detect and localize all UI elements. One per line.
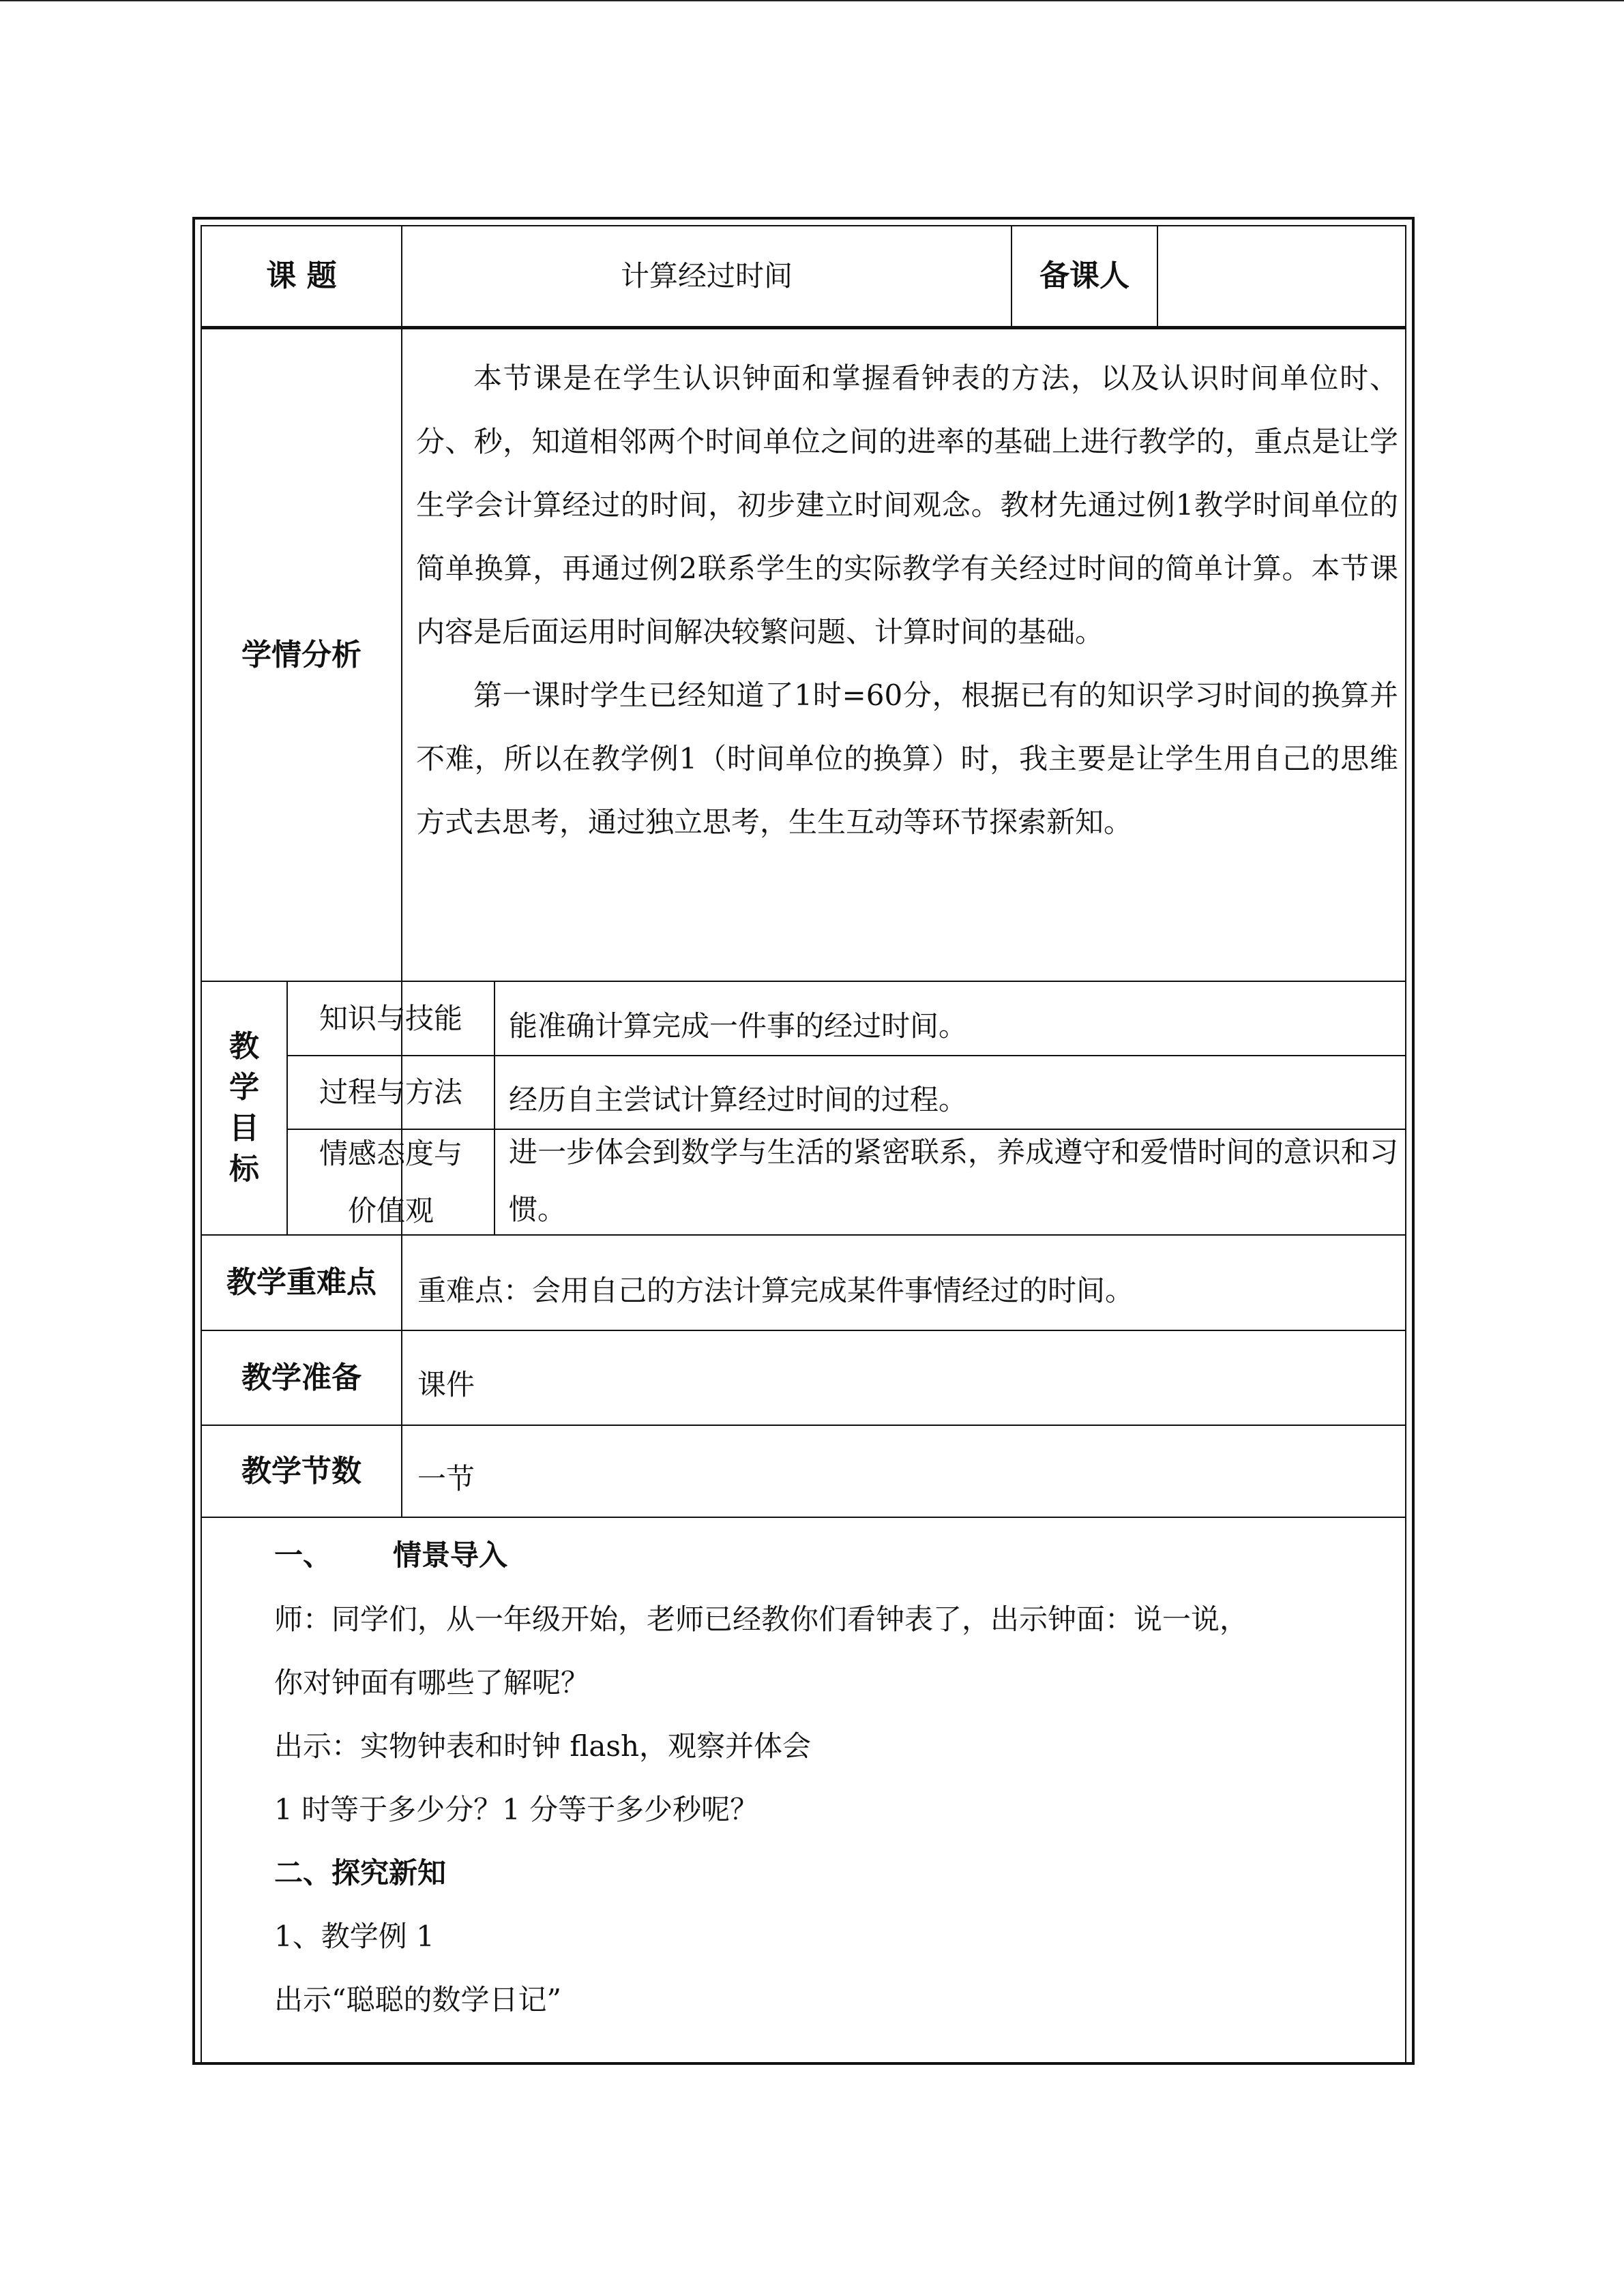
goal-content-knowledge: 能准确计算完成一件事的经过时间。 bbox=[509, 1009, 968, 1043]
goal-name-knowledge: 知识与技能 bbox=[319, 1001, 462, 1035]
section-1-heading bbox=[274, 1533, 507, 1574]
periods-label: 教学节数 bbox=[241, 1453, 361, 1489]
process-line: 师：同学们，从一年级开始，老师已经教你们看钟表了，出示钟面：说一说， bbox=[274, 1602, 1249, 1636]
analysis-paragraph-2: 第一课时学生已经知道了1时=60分，根据已有的知识学习时间的换算并不难，所以在教学例1（时间单位的换算）时，我主要是让学生用自己的思维方式去思考，通过独立思考，生生互动等环节探索新知。 bbox=[416, 679, 1398, 839]
preparation-label: 教学准备 bbox=[241, 1360, 361, 1395]
preparer-label: 备课人 bbox=[1039, 258, 1130, 293]
divider bbox=[202, 1517, 1405, 1518]
section-1-number: 一、 bbox=[274, 1538, 332, 1572]
topic-value: 计算经过时间 bbox=[620, 259, 793, 293]
key-points-label: 教学重难点 bbox=[226, 1265, 377, 1300]
process-line: 1 时等于多少分？1 分等于多少秒呢？ bbox=[274, 1793, 759, 1826]
section-1-title: 情景导入 bbox=[393, 1538, 508, 1572]
preparation-content: 课件 bbox=[417, 1368, 475, 1401]
goal-name-process: 过程与方法 bbox=[319, 1075, 462, 1109]
goal-content-attitude: 进一步体会到数学与生活的紧密联系，养成遵守和爱惜时间的意识和习惯。 bbox=[509, 1135, 1398, 1226]
goals-label: 教 学 目 标 bbox=[229, 1029, 259, 1187]
divider bbox=[401, 1236, 402, 1518]
analysis-label: 学情分析 bbox=[241, 637, 361, 672]
section-2-heading: 二、探究新知 bbox=[274, 1856, 447, 1890]
lesson-plan-table bbox=[192, 217, 1415, 2065]
process-line: 出示“聪聪的数学日记” bbox=[274, 1983, 561, 2016]
preparer-value bbox=[1158, 226, 1411, 326]
key-points-content: 重难点：会用自己的方法计算完成某件事情经过的时间。 bbox=[417, 1274, 1134, 1307]
divider bbox=[494, 982, 495, 1236]
analysis-paragraph-1: 本节课是在学生认识钟面和掌握看钟表的方法，以及认识时间单位时、分、秒，知道相邻两个时间单位之间的进率的基础上进行教学的，重点是让学生学会计算经过的时间，初步建立时间观念。教材先通过例1教学时间单位的简单换算，再通过例2联系学生的实际教学有关经过时间的简单计算。本节课内容是后面运用时间解决较繁问题、计算时间的基础。 bbox=[416, 361, 1398, 648]
analysis-text bbox=[416, 346, 1398, 854]
goal-content-process: 经历自主尝试计算经过时间的过程。 bbox=[509, 1083, 968, 1116]
top-border-line bbox=[0, 0, 1624, 1]
process-line: 1、教学例 1 bbox=[274, 1920, 434, 1953]
process-line: 出示：实物钟表和时钟 flash，观察并体会 bbox=[274, 1729, 812, 1763]
goal-name-attitude: 情感态度与 价值观 bbox=[319, 1136, 462, 1227]
process-line: 你对钟面有哪些了解呢？ bbox=[274, 1666, 590, 1699]
periods-content: 一节 bbox=[417, 1462, 475, 1495]
topic-label: 课 题 bbox=[266, 258, 337, 293]
